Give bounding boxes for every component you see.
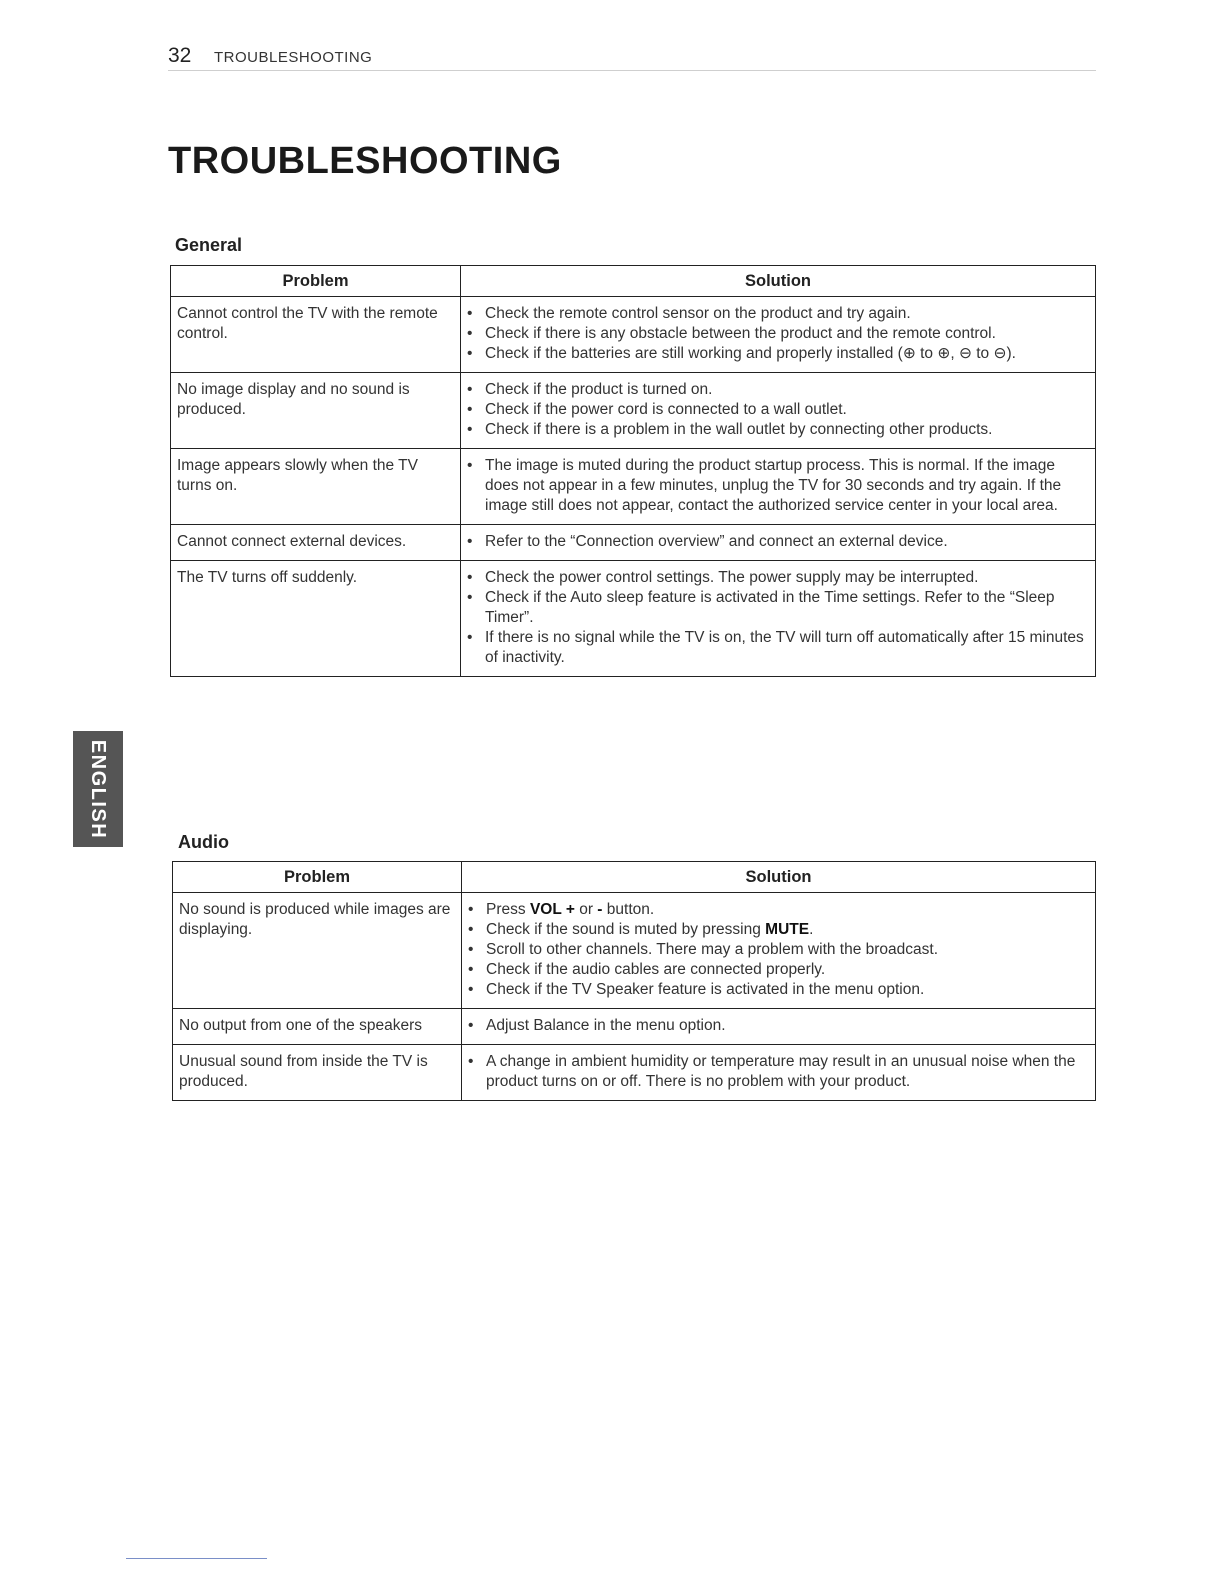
mute-button-name: MUTE bbox=[765, 921, 810, 938]
table-header-row bbox=[171, 266, 1096, 297]
vol-minus-button-name: - bbox=[597, 901, 603, 918]
table-row bbox=[171, 373, 1096, 449]
language-side-tab bbox=[73, 731, 123, 847]
solution-item: • Check if there is a problem in the wall outlet by connecting other products. bbox=[467, 420, 1091, 440]
solution-column-header: Solution bbox=[462, 862, 1096, 893]
vol-plus-button-name: VOL + bbox=[529, 901, 575, 918]
problem-cell: Unusual sound from inside the TV is produced. bbox=[173, 1045, 462, 1101]
solution-item: • A change in ambient humidity or temperature may result in an unusual noise when the product turns on or off. There is no problem with your product. bbox=[468, 1052, 1091, 1092]
solution-item: • Check if the Auto sleep feature is activated in the Time settings. Refer to the “Sleep Timer”. bbox=[467, 588, 1091, 628]
table-row bbox=[171, 449, 1096, 525]
solution-text: button. bbox=[602, 901, 655, 918]
table-row bbox=[171, 297, 1096, 373]
solution-text: Check if the sound is muted by pressing bbox=[486, 921, 766, 938]
solution-item bbox=[468, 900, 1091, 920]
solution-item: • Check the power control settings. The power supply may be interrupted. bbox=[467, 568, 1091, 588]
problem-cell: No image display and no sound is produced. bbox=[171, 373, 461, 449]
solution-text: or bbox=[574, 901, 598, 918]
solution-item: • If there is no signal while the TV is on, the TV will turn off automatically after 15 minutes of inactivity. bbox=[467, 628, 1091, 668]
solution-item bbox=[468, 920, 1091, 940]
solution-item: • The image is muted during the product startup process. This is normal. If the image does not appear in a few minutes, unplug the TV for 30 seconds and try again. If the image still does not appear, contact the authorized service center in your local area. bbox=[467, 456, 1091, 516]
table-row bbox=[171, 561, 1096, 677]
general-section-heading: General bbox=[175, 235, 243, 255]
solution-list bbox=[468, 1016, 1091, 1036]
solution-item: • Check if the product is turned on. bbox=[467, 380, 1091, 400]
solution-list bbox=[468, 1052, 1091, 1092]
running-header bbox=[168, 44, 1096, 71]
audio-section-heading: Audio bbox=[178, 832, 229, 852]
problem-cell: No sound is produced while images are displaying. bbox=[173, 893, 462, 1009]
solution-cell bbox=[462, 1045, 1096, 1101]
running-header-label: TROUBLESHOOTING bbox=[214, 49, 373, 66]
solution-cell bbox=[461, 561, 1096, 677]
page-title: TROUBLESHOOTING bbox=[168, 140, 562, 182]
solution-list bbox=[467, 304, 1091, 364]
solution-item: • Adjust Balance in the menu option. bbox=[468, 1016, 1091, 1036]
solution-list bbox=[467, 568, 1091, 668]
table-row bbox=[173, 893, 1096, 1009]
solution-list bbox=[467, 456, 1091, 516]
problem-column-header: Problem bbox=[171, 266, 461, 297]
solution-text: Press bbox=[486, 901, 530, 918]
solution-cell bbox=[461, 373, 1096, 449]
solution-list bbox=[467, 532, 1091, 552]
table-header-row bbox=[173, 862, 1096, 893]
solution-item: • Check the remote control sensor on the product and try again. bbox=[467, 304, 1091, 324]
audio-troubleshooting-table bbox=[172, 861, 1096, 1101]
language-side-tab-label: ENGLISH bbox=[87, 739, 110, 839]
problem-cell: Image appears slowly when the TV turns on. bbox=[171, 449, 461, 525]
solution-cell bbox=[461, 449, 1096, 525]
solution-cell bbox=[461, 297, 1096, 373]
solution-item: • Check if the power cord is connected to a wall outlet. bbox=[467, 400, 1091, 420]
solution-item: • Check if there is any obstacle between the product and the remote control. bbox=[467, 324, 1091, 344]
solution-list bbox=[468, 900, 1091, 1000]
solution-column-header: Solution bbox=[461, 266, 1096, 297]
problem-cell: Cannot control the TV with the remote control. bbox=[171, 297, 461, 373]
footer-rule bbox=[126, 1558, 267, 1559]
solution-list bbox=[467, 380, 1091, 440]
solution-item: • Check if the batteries are still working and properly installed (⊕ to ⊕, ⊖ to ⊖). bbox=[467, 344, 1091, 364]
solution-item: • Check if the TV Speaker feature is activated in the menu option. bbox=[468, 980, 1091, 1000]
solution-cell bbox=[462, 1009, 1096, 1045]
solution-item: • Check if the audio cables are connected properly. bbox=[468, 960, 1091, 980]
solution-item: • Refer to the “Connection overview” and connect an external device. bbox=[467, 532, 1091, 552]
general-troubleshooting-table bbox=[170, 265, 1096, 677]
table-row bbox=[173, 1045, 1096, 1101]
solution-cell bbox=[461, 525, 1096, 561]
solution-item: • Scroll to other channels. There may a problem with the broadcast. bbox=[468, 940, 1091, 960]
page-number: 32 bbox=[168, 44, 192, 67]
table-row bbox=[173, 1009, 1096, 1045]
solution-text: . bbox=[809, 921, 814, 938]
problem-cell: No output from one of the speakers bbox=[173, 1009, 462, 1045]
solution-cell bbox=[462, 893, 1096, 1009]
problem-cell: The TV turns off suddenly. bbox=[171, 561, 461, 677]
table-row bbox=[171, 525, 1096, 561]
problem-cell: Cannot connect external devices. bbox=[171, 525, 461, 561]
problem-column-header: Problem bbox=[173, 862, 462, 893]
